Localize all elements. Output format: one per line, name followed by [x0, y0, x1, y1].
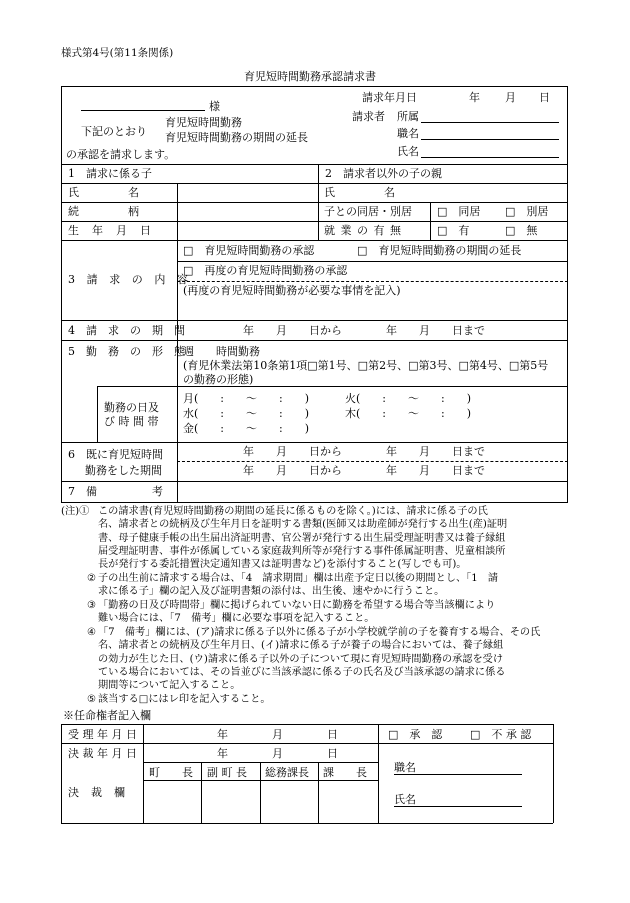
sama-label: 様: [209, 100, 220, 113]
approver-position-label: 職名: [394, 761, 416, 774]
content-again-note: (再度の育児短時間勤務が必要な事情を記入): [183, 284, 401, 297]
section1-heading: 1 請求に係る子: [68, 167, 152, 180]
working-no-checkbox[interactable]: □ 無: [505, 224, 538, 237]
section2-heading: 2 請求者以外の子の親: [325, 167, 442, 180]
working-yes-checkbox[interactable]: □ 有: [437, 224, 470, 237]
received-ymd: 年 月 日: [217, 728, 338, 741]
note-3-number: ③: [87, 600, 97, 611]
work-form-clause-end: の勤務の形態): [183, 373, 254, 386]
content-option-approval[interactable]: □ 育児短時間勤務の承認: [183, 244, 315, 257]
cohabit-checkbox[interactable]: □ 同居: [437, 205, 481, 218]
separate-checkbox[interactable]: □ 別居: [505, 205, 549, 218]
note-1: この請求書(育児短時間勤務の期間の延長に係るものを除く。)には、請求に係る子の氏 名、請求者との続柄及び生年月日を証明する書類(医師又は助産師が発行する出生(産)証明 書、母子健康手帳の出生届出済証明書、官公署が発行する出生届受理証明書又は養子縁組 届受理証明書、事件が係属している家庭裁判所等が発行する事件係属証明書、児童相談所 長が発行する委託措置決定通知書又は証明書など)を添付すること(写しでも可)。: [98, 506, 508, 571]
cohabit-label: 子との同居・別居: [324, 205, 412, 218]
child-name-label: 氏 名: [68, 186, 140, 199]
note-4: 「7 備考」欄には、(ア)請求に係る子以外に係る子が小学校就学前の子を養育する場合、その氏 名、請求者との続柄及び生年月日、(イ)請求に係る子が養子の場合においては、養子縁組 の効力が生じた日、(ウ)請求に係る子以外の子について現に育児短時間勤務の承認を受け ている場合においては、その旨並びに当該承認に係る子の氏名及び当該承認の請求に係る 期間等について記入すること。: [98, 627, 541, 692]
working-label: 就 業 の 有 無: [324, 224, 402, 237]
affiliation-label: 所属: [397, 110, 419, 123]
note-2-number: ②: [87, 573, 97, 584]
mayor-label: 町 長: [149, 766, 193, 779]
work-days-label-2: び 時 間 帯: [104, 415, 159, 428]
option-extension: 育児短時間勤務の期間の延長: [165, 131, 308, 144]
content-option-again[interactable]: □ 再度の育児短時間勤務の承認: [183, 264, 348, 277]
friday-hours: 金( : 〜 : ): [183, 422, 309, 435]
form-number: 様式第4号(第11条関係): [61, 47, 174, 59]
wednesday-hours: 水( : 〜 : ): [183, 407, 309, 420]
intro-text: 下記のとおり: [81, 125, 147, 138]
note-5-number: ⑤: [87, 694, 97, 705]
work-days-label-1: 勤務の日及: [104, 401, 159, 414]
general-affairs-head-label: 総務課長: [265, 766, 309, 779]
request-year: 年: [469, 91, 480, 104]
prior-period-2: 年 月 日から 年 月 日まで: [243, 464, 485, 477]
child-relation-label: 続 柄: [68, 205, 140, 218]
option-short-time-work: 育児短時間勤務: [165, 116, 242, 129]
child-birth-label: 生 年 月 日: [68, 224, 152, 237]
prior-period-1: 年 月 日から 年 月 日まで: [243, 445, 485, 458]
monday-hours: 月( : 〜 : ): [183, 392, 309, 405]
request-date-label: 請求年月日: [362, 91, 417, 104]
section5-label: 5 勤 務 の 形 態: [68, 345, 185, 358]
decided-date-label: 決 裁 年 月 日: [68, 747, 137, 760]
work-form-clause: (育児休業法第10条第1項□第1号、□第2号、□第3号、□第4号、□第5号: [183, 359, 549, 372]
section4-label: 4 請 求 の 期 間: [68, 324, 185, 337]
section7-label: 7 備 考: [68, 485, 163, 498]
request-month: 月: [505, 91, 516, 104]
approver-name-label: 氏名: [394, 793, 416, 806]
decided-ymd: 年 月 日: [217, 747, 338, 760]
form-title: 育児短時間勤務承認請求書: [244, 70, 376, 83]
note-4-number: ④: [87, 627, 97, 638]
request-period: 年 月 日から 年 月 日まで: [243, 324, 485, 337]
note-2: 子の出生前に請求する場合は、「4 請求期間」欄は出産予定日以後の期間とし、「1 請 求に係る子」欄の記入及び証明書類の添付は、出生後、速やかに行うこと。: [98, 573, 499, 598]
request-day: 日: [539, 91, 550, 104]
received-date-label: 受 理 年 月 日: [68, 728, 137, 741]
section6-label-1: 6 既に育児短時間: [68, 448, 163, 461]
decision-label: 決 裁 欄: [68, 786, 126, 799]
name-label: 氏名: [397, 145, 419, 158]
disapprove-checkbox[interactable]: □ 不 承 認: [470, 728, 532, 741]
position-label: 職名: [397, 127, 419, 140]
note-3: 「勤務の日及び時間帯」欄に掲げられていない日に勤務を希望する場合等当該欄により 難い場合には、「7 備考」欄に必要な事項を記入すること。: [98, 600, 496, 625]
thursday-hours: 木( : 〜 : ): [345, 407, 471, 420]
tuesday-hours: 火( : 〜 : ): [345, 392, 471, 405]
weekly-hours: 週 時間勤務: [183, 345, 260, 358]
note-5: 該当する□にはレ印を記入すること。: [98, 694, 271, 705]
note-1-number: (注)①: [61, 506, 90, 517]
section3-label: 3 請 求 の 内 容: [68, 273, 189, 286]
section6-label-2: 勤務をした期間: [85, 464, 162, 477]
parent-name-label: 氏 名: [324, 186, 396, 199]
authority-heading: ※任命権者記入欄: [63, 709, 151, 722]
deputy-mayor-label: 副 町 長: [207, 766, 247, 779]
content-option-extension[interactable]: □ 育児短時間勤務の期間の延長: [357, 244, 522, 257]
closing-text: の承認を請求します。: [66, 148, 176, 161]
section-head-label: 課 長: [323, 766, 367, 779]
requester-label: 請求者: [352, 110, 385, 123]
approve-checkbox[interactable]: □ 承 認: [388, 728, 443, 741]
